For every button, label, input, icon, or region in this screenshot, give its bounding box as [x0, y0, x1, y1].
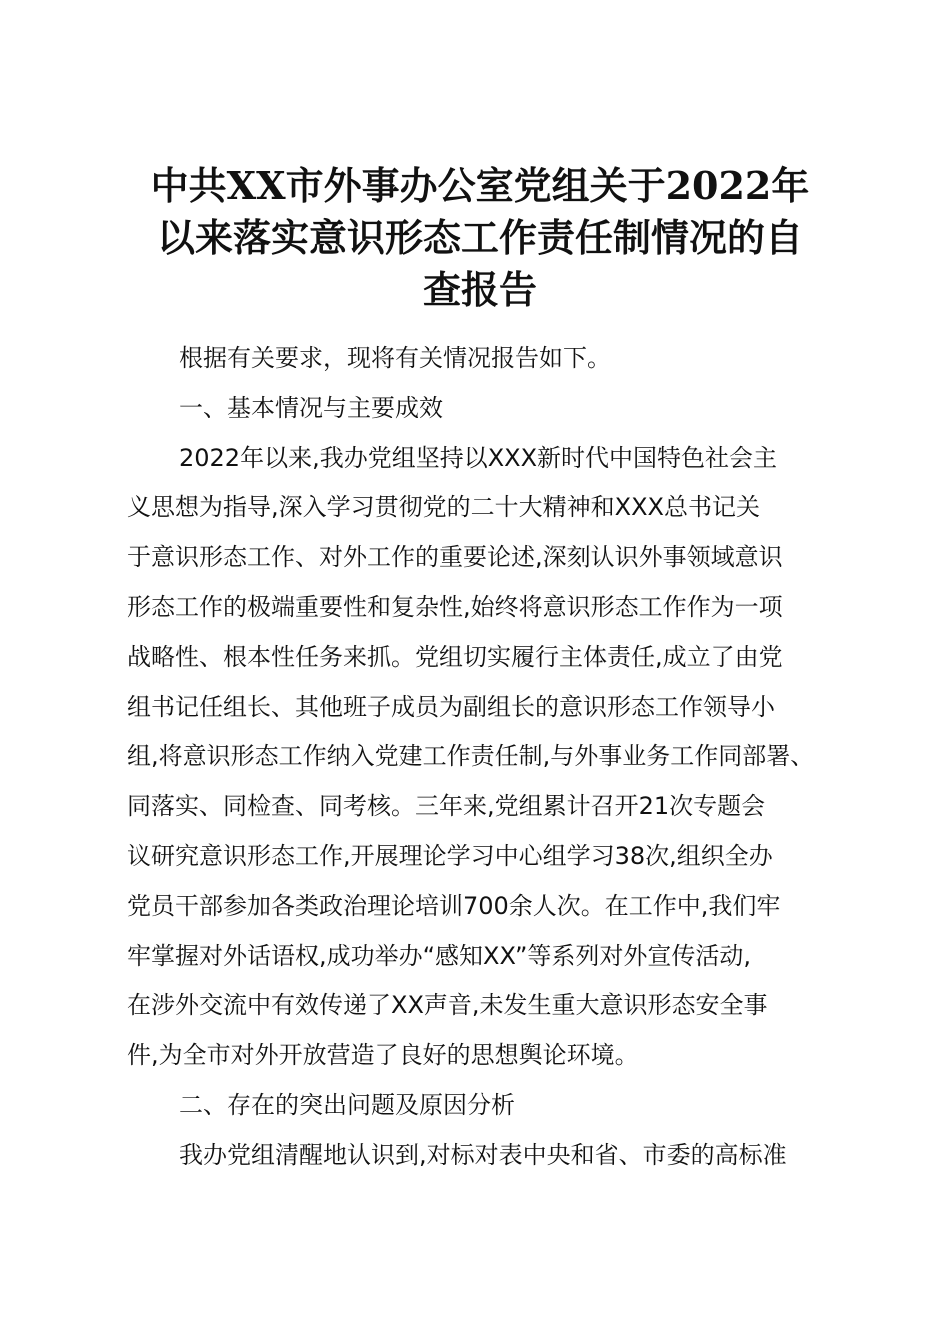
paragraph-line: 2022年以来,我办党组坚持以XXX新时代中国特色社会主 [179, 443, 778, 472]
paragraph-line: 义思想为指导,深入学习贯彻党的二十大精神和XXX总书记关 [127, 493, 760, 522]
intro-text: 根据有关要求，现将有关情况报告如下。 [179, 344, 611, 372]
section2-heading [127, 1081, 847, 1131]
paragraph-line: 于意识形态工作、对外工作的重要论述,深刻认识外事领域意识 [127, 543, 783, 572]
section1-paragraph [127, 434, 847, 1081]
paragraph-line: 组,将意识形态工作纳入党建工作责任制,与外事业务工作同部署、 [127, 742, 815, 771]
paragraph-line: 组书记任组长、其他班子成员为副组长的意识形态工作领导小 [127, 692, 775, 721]
paragraph-line: 在涉外交流中有效传递了XX声音,未发生重大意识形态安全事 [127, 991, 768, 1020]
paragraph-line: 议研究意识形态工作,开展理论学习中心组学习38次,组织全办 [127, 841, 773, 870]
paragraph-line: 牢掌握对外话语权,成功举办“感知XX”等系列对外宣传活动, [127, 941, 752, 970]
intro-paragraph [127, 334, 847, 384]
document-title [110, 160, 850, 316]
section1-heading-text: 一、基本情况与主要成效 [179, 393, 443, 422]
section2-paragraph [127, 1131, 847, 1181]
paragraph-line: 党员干部参加各类政治理论培训700余人次。在工作中,我们牢 [127, 891, 781, 920]
paragraph-line: 战略性、根本性任务来抓。党组切实履行主体责任,成立了由党 [127, 642, 783, 671]
document-body [127, 334, 847, 1181]
section2-heading-text: 二、存在的突出问题及原因分析 [179, 1090, 515, 1119]
title-line-3: 查报告 [422, 267, 537, 312]
title-line-2: 以来落实意识形态工作责任制情况的自 [156, 215, 803, 260]
paragraph-line: 我办党组清醒地认识到,对标对表中央和省、市委的高标准 [179, 1140, 787, 1169]
paragraph-line: 件,为全市对外开放营造了良好的思想舆论环境。 [127, 1041, 639, 1070]
paragraph-line: 形态工作的极端重要性和复杂性,始终将意识形态工作作为一项 [127, 592, 783, 621]
paragraph-line: 同落实、同检查、同考核。三年来,党组累计召开21次专题会 [127, 792, 766, 821]
title-line-1: 中共XX市外事办公室党组关于2022年 [150, 163, 810, 208]
section1-heading [127, 384, 847, 434]
